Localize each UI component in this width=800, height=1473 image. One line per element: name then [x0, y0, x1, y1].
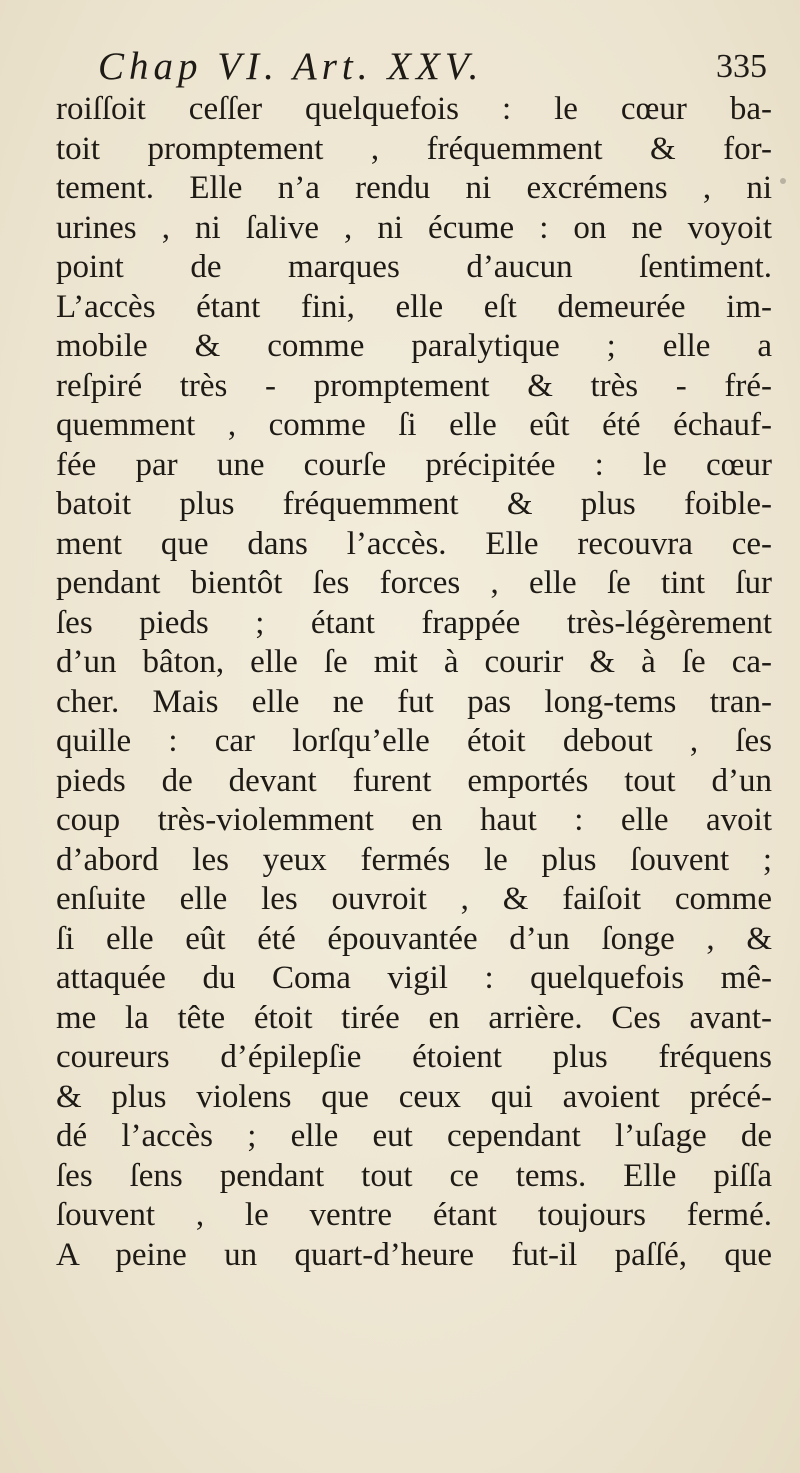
text-line: pieds de devant furent emportés tout d’un: [56, 762, 772, 799]
text-line: L’accès étant fini, elle eſt demeurée im-: [56, 288, 772, 325]
paper-speck: [780, 178, 786, 184]
text-line: d’un bâton, elle ſe mit à courir & à ſe ca-: [56, 644, 772, 680]
text-line: enſuite elle les ouvroit , & faiſoit comme: [56, 881, 772, 917]
text-line: roiſſoit ceſſer quelquefois : le cœur ba-: [56, 91, 772, 127]
text-line: tement. Elle n’a rendu ni excrémens , ni: [56, 170, 772, 206]
text-line: reſpiré très - promptement & très - fré-: [56, 367, 772, 404]
text-line: pendant bientôt ſes forces , elle ſe tint ſur: [56, 565, 772, 601]
text-line: ſes ſens pendant tout ce tems. Elle piſſa: [56, 1157, 772, 1194]
chapter-heading: Chap VI. Art. XXV.: [98, 45, 484, 88]
text-line: attaquée du Coma vigil : quelquefois mê-: [56, 960, 772, 996]
text-line: quille : car lorſqu’elle étoit debout , ſes: [56, 723, 772, 759]
text-line: coureurs d’épilepſie étoient plus fréquens: [56, 1039, 772, 1075]
text-line: mobile & comme paralytique ; elle a: [56, 328, 772, 364]
text-line: A peine un quart-d’heure fut-il paſſé, que: [56, 1236, 772, 1273]
text-line: ſes pieds ; étant frappée très-légèrement: [56, 604, 772, 641]
text-line: coup très-violemment en haut : elle avoit: [56, 802, 772, 838]
text-line: urines , ni ſalive , ni écume : on ne voyoit: [56, 209, 772, 246]
text-line: batoit plus fréquemment & plus foible-: [56, 486, 772, 522]
text-line: ſi elle eût été épouvantée d’un ſonge , &: [56, 920, 772, 957]
text-line: quemment , comme ſi elle eût été échauf-: [56, 407, 772, 443]
text-line: d’abord les yeux fermés le plus ſouvent ;: [56, 841, 772, 878]
text-line: cher. Mais elle ne fut pas long-tems tran-: [56, 683, 772, 720]
body-text: [56, 90, 776, 1275]
running-head: [98, 44, 770, 92]
page-number: 335: [716, 48, 767, 85]
text-line: fée par une courſe précipitée : le cœur: [56, 446, 772, 483]
text-line: toit promptement , fréquemment & for-: [56, 130, 772, 167]
text-line: ſouvent , le ventre étant toujours fermé.: [56, 1197, 772, 1233]
text-line: dé l’accès ; elle eut cependant l’uſage de: [56, 1118, 772, 1154]
text-line: me la tête étoit tirée en arrière. Ces avant-: [56, 999, 772, 1036]
text-line: & plus violens que ceux qui avoient précé-: [56, 1078, 772, 1115]
text-line: ment que dans l’accès. Elle recouvra ce-: [56, 525, 772, 562]
text-line: point de marques d’aucun ſentiment.: [56, 249, 772, 285]
